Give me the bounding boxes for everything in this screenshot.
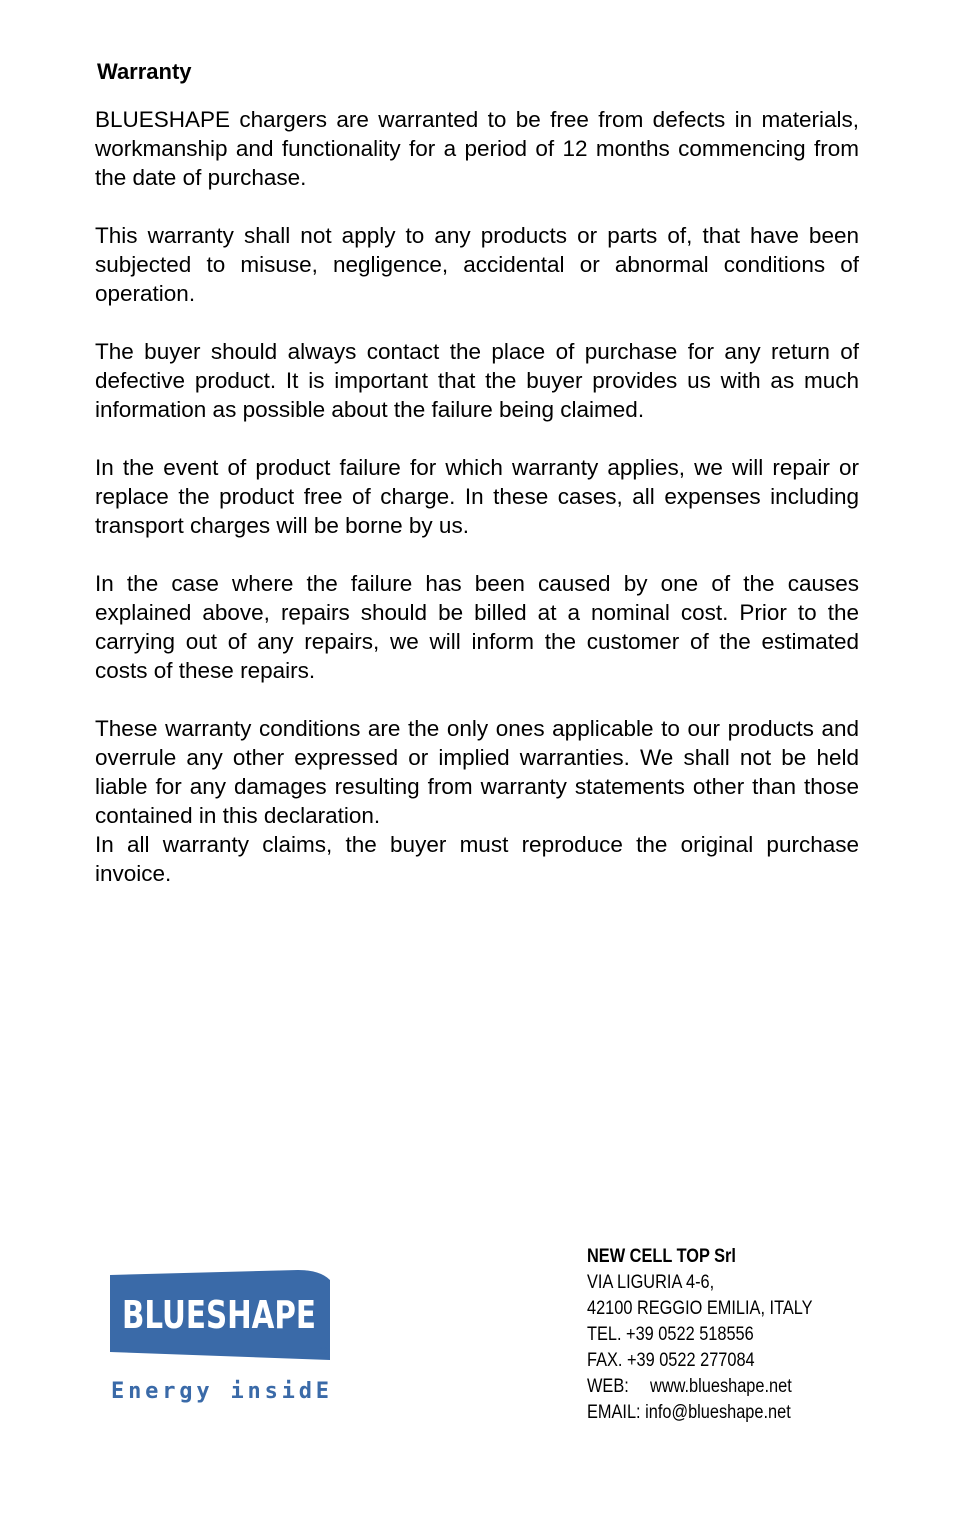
logo-tagline: Energy insidE [111,1379,329,1404]
company-address-block [587,1244,871,1426]
paragraph-conditions: These warranty conditions are the only ones applicable to our products and overrule any other expressed or implied warranties. We shall not be held liable for any damages resulting from warranty statements other than those contained in this declaration. [95,716,859,828]
address-city: 42100 REGGIO EMILIA, ITALY [587,1298,813,1319]
blueshape-logo [108,1270,333,1405]
blueshape-logo-graphic [108,1270,333,1405]
address-street: VIA LIGURIA 4-6, [587,1272,715,1293]
paragraph-billing: In the case where the failure has been caused by one of the causes explained above, repairs should be billed at a nominal cost. Prior to the carrying out of any repairs, we will inform the customer of the estimated costs of these repairs. [95,571,859,683]
company-name: NEW CELL TOP Srl [587,1246,736,1267]
email-row [587,1400,871,1426]
web-label: WEB: [587,1376,629,1397]
phone-label: TEL. [587,1324,622,1345]
paragraph-exclusions: This warranty shall not apply to any products or parts of, that have been subjected to misuse, negligence, accidental or abnormal conditions of operation. [95,223,859,306]
web-row [587,1374,871,1400]
paragraph-invoice: In all warranty claims, the buyer must reproduce the original purchase invoice. [95,832,859,886]
paragraph-coverage: BLUESHAPE chargers are warranted to be free from defects in materials, workmanship and functionality for a period of 12 months commencing from the date of purchase. [95,107,859,190]
warranty-body [95,105,859,888]
fax-label: FAX. [587,1350,623,1371]
logo-registered-mark: ® [318,1344,329,1357]
phone-row [587,1322,871,1348]
paragraph-repair: In the event of product failure for which warranty applies, we will repair or replace the product free of charge. In these cases, all expenses including transport charges will be borne by us. [95,455,859,538]
web-address: www.blueshape.net [650,1376,792,1397]
logo-brand-text: BLUESHAPE [122,1293,316,1337]
email-label: EMAIL: [587,1402,641,1423]
fax-number: +39 0522 277084 [626,1350,755,1371]
page-title: Warranty [97,59,192,84]
paragraph-contact-place: The buyer should always contact the place of purchase for any return of defective product. It is important that the buyer provides us with as much information as possible about the failure being claimed. [95,339,859,422]
email-address: info@blueshape.net [645,1402,791,1423]
phone-number: +39 0522 518556 [626,1324,754,1345]
fax-row [587,1348,871,1374]
